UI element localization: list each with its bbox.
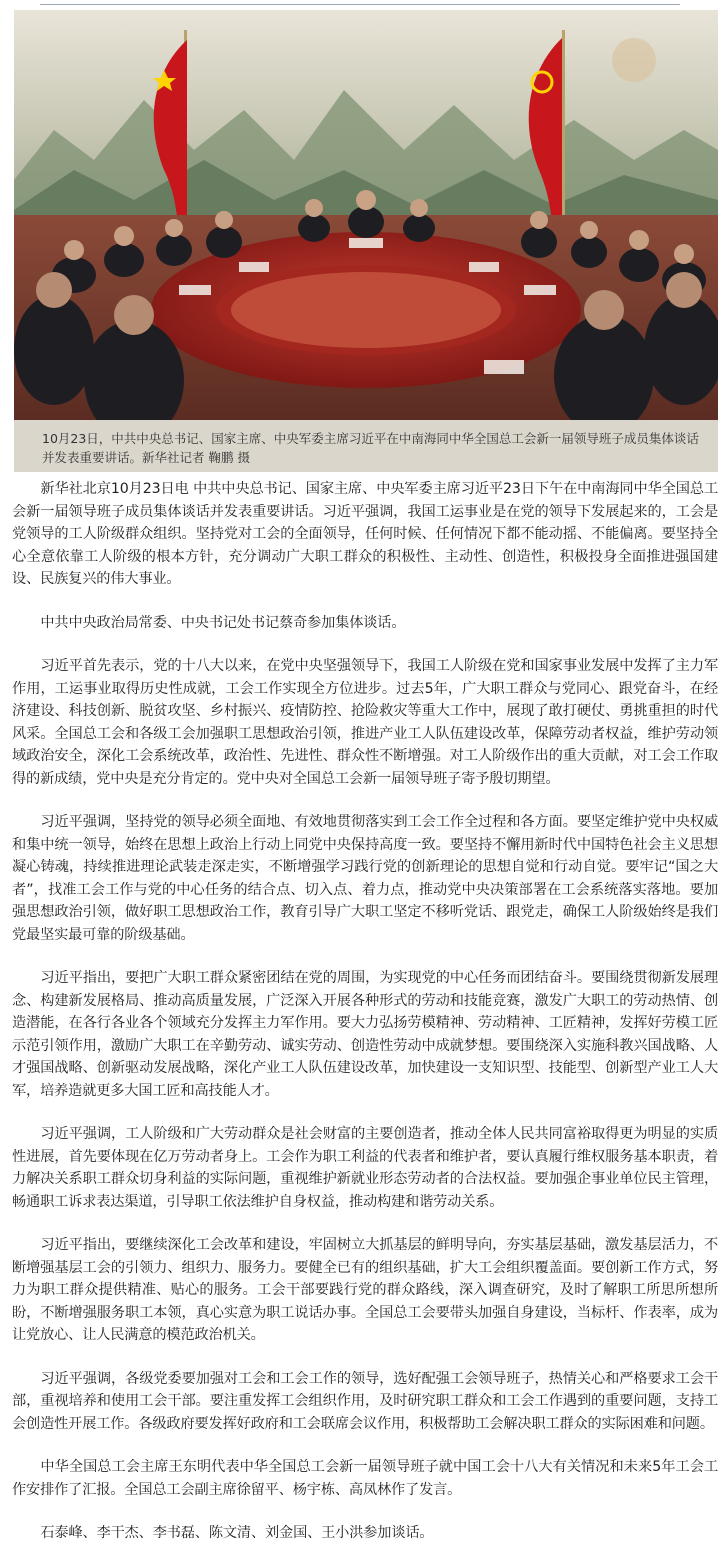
top-bar [0,0,718,10]
article-paragraph: 习近平强调，各级党委要加强对工会和工会工作的领导，选好配强工会领导班子，热情关心和严格要求工会干部，重视培养和使用工会干部。要注重发挥工会组织作用，及时研究职工群众和工会工作遇到的重要问题，支持工会创造性开展工作。各级政府要发挥好政府和工会联席会议作用，积极帮助工会解决职工群众的实际困难和问题。 [12,1370,718,1432]
article-paragraph: 习近平强调，工人阶级和广大劳动群众是社会财富的主要创造者，推动全体人民共同富裕取得更为明显的实质性进展，首先要体现在亿万劳动者身上。工会作为职工利益的代表者和维护者，要认真履行维权服务基本职责，着力解决关系职工群众切身利益的实际问题，重视维护新就业形态劳动者的合法权益。要加强企事业单位民主管理，畅通职工诉求表达渠道，引导职工依法维护自身权益，推动构建和谐劳动关系。 [12,1126,718,1210]
article-paragraph: 中共中央政治局常委、中央书记处书记蔡奇参加集体谈话。 [40,614,406,631]
article-paragraph: 习近平指出，要把广大职工群众紧密团结在党的周围，为实现党的中心任务而团结奋斗。要围绕贯彻新发展理念、构建新发展格局、推动高质量发展，广泛深入开展各种形式的劳动和技能竞赛，激发广大职工的劳动热情、创造潜能，在各行各业各个领域充分发挥主力军作用。要大力弘扬劳模精神、劳动精神、工匠精神，发挥好劳模工匠示范引领作用，激励广大职工在辛勤劳动、诚实劳动、创造性劳动中成就梦想。要围绕深入实施科教兴国战略、人才强国战略、创新驱动发展战略，深化产业工人队伍建设改革，加快建设一支知识型、技能型、创新型产业工人大军，培养造就更多大国工匠和高技能人才。 [12,970,718,1099]
article-paragraph: 习近平指出，要继续深化工会改革和建设，牢固树立大抓基层的鲜明导向，夯实基层基础，激发基层活力，不断增强基层工会的引领力、组织力、服务力。要健全已有的组织基础，扩大工会组织覆盖面。要创新工作方式，努力为职工群众提供精准、贴心的服务。工会干部要践行党的群众路线，深入调查研究，及时了解职工所思所想所盼，不断增强服务职工本领，真心实意为职工说话办事。全国总工会要带头加强自身建设，当标杆、作表率，成为让党放心、让人民满意的模范政治机关。 [12,1237,718,1343]
article-paragraph: 石泰峰、李干杰、李书磊、陈文清、刘金国、王小洪参加谈话。 [40,1525,434,1541]
article-paragraph: 中华全国总工会主席王东明代表中华全国总工会新一届领导班子就中国工会十八大有关情况和未来5年工会工作安排作了汇报。全国总工会副主席徐留平、杨宇栋、高凤林作了发言。 [12,1459,718,1498]
article-paragraph: 新华社北京10月23日电 中共中央总书记、国家主席、中央军委主席习近平23日下午在中南海同中华全国总工会新一届领导班子成员集体谈话并发表重要讲话。习近平强调，我国工运事业是在党的领导下发展起来的，工会是党领导的工人阶级群众组织。坚持党对工会的全面领导，任何时候、任何情况下都不能动摇、不能偏离。要坚持全心全意依靠工人阶级的根本方针，充分调动广大职工群众的积极性、主动性、创造性，积极投身全面推进强国建设、民族复兴的伟大事业。 [12,481,718,587]
article-paragraph: 习近平首先表示，党的十八大以来，在党中央坚强领导下，我国工人阶级在党和国家事业发展中发挥了主力军作用，工运事业取得历史性成就，工会工作实现全方位进步。过去5年，广大职工群众与党同心、跟党奋斗，在经济建设、科技创新、脱贫攻坚、乡村振兴、疫情防控、抢险救灾等重大工作中，展现了敢打硬仗、勇挑重担的时代风采。全国总工会和各级工会加强职工思想政治引领，推进产业工人队伍建设改革，保障劳动者权益，维护劳动领域政治安全，深化工会系统改革，政治性、先进性、群众性不断增强。对工人阶级作出的重大贡献，对工会工作取得的新成绩，党中央是充分肯定的。党中央对全国总工会新一届领导班子寄予殷切期望。 [12,658,718,787]
article-paragraph: 习近平强调，坚持党的领导必须全面地、有效地贯彻落实到工会工作全过程和各方面。要坚定维护党中央权威和集中统一领导，始终在思想上政治上行动上同党中央保持高度一致。要坚持不懈用新时代中国特色社会主义思想凝心铸魂，持续推进理论武装走深走实，不断增强学习践行党的创新理论的思想自觉和行动自觉。要牢记“国之大者”，找准工会工作与党的中心任务的结合点、切入点、着力点，推动党中央决策部署在工会系统落实落地。要加强思想政治引领，做好职工思想政治工作，教育引导广大职工坚定不移听党话、跟党走，确保工人阶级始终是我们党最坚实最可靠的阶级基础。 [12,814,718,943]
article-body [12,478,718,1566]
photo-caption: 10月23日，中共中央总书记、国家主席、中央军委主席习近平在中南海同中华全国总工会新一届领导班子成员集体谈话并发表重要讲话。新华社记者 鞠鹏 摄 [14,420,718,472]
meeting-photo [14,10,718,420]
photo-block [14,10,718,465]
divider [40,4,680,5]
